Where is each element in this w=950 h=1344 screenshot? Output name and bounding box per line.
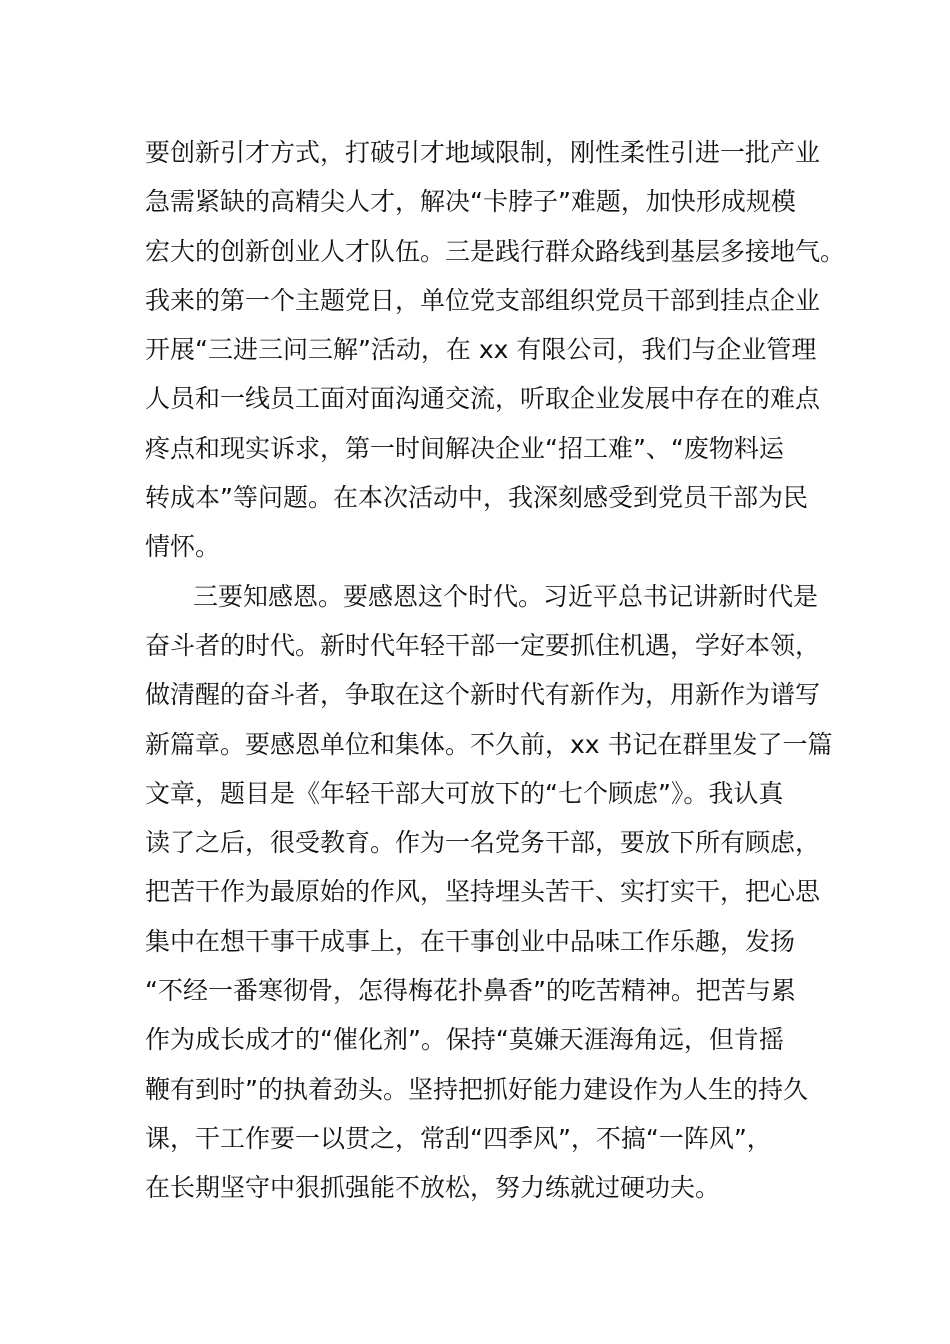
text-line: 情怀。 bbox=[145, 532, 221, 562]
text-line: 读了之后，很受教育。作为一名党务干部，要放下所有顾虑， bbox=[145, 828, 821, 858]
text-line: 作为成长成才的“催化剂”。保持“莫嫌天涯海角远，但肯摇 bbox=[145, 1025, 784, 1055]
paragraph-2 bbox=[145, 572, 833, 1213]
text-line: 奋斗者的时代。新时代年轻干部一定要抓住机遇，学好本领， bbox=[145, 630, 821, 660]
text-line: 我来的第一个主题党日，单位党支部组织党员干部到挂点企业 bbox=[145, 285, 821, 315]
text-line: 做清醒的奋斗者，争取在这个新时代有新作为，用新作为谱写 bbox=[145, 680, 821, 710]
text-line: 人员和一线员工面对面沟通交流，听取企业发展中存在的难点 bbox=[145, 384, 821, 414]
text-line-indented: 三要知感恩。要感恩这个时代。习近平总书记讲新时代是 bbox=[193, 581, 819, 611]
text-line: 在长期坚守中狠抓强能不放松，努力练就过硬功夫。 bbox=[145, 1173, 721, 1203]
text-line: 文章，题目是《年轻干部大可放下的“七个顾虑”》。我认真 bbox=[145, 778, 784, 808]
text-line: 新篇章。要感恩单位和集体。不久前，xx 书记在群里发了一篇 bbox=[145, 729, 833, 759]
text-line: 集中在想干事干成事上，在干事创业中品味工作乐趣，发扬 bbox=[145, 926, 796, 956]
text-line: 课，干工作要一以贯之，常刮“四季风”，不搞“一阵风”， bbox=[145, 1123, 772, 1153]
body-text bbox=[145, 128, 846, 1213]
text-line: 鞭有到时”的执着劲头。坚持把抓好能力建设作为人生的持久 bbox=[145, 1074, 808, 1104]
text-line: 开展“三进三问三解”活动，在 xx 有限公司，我们与企业管理 bbox=[145, 335, 817, 365]
text-line: 把苦干作为最原始的作风，坚持埋头苦干、实打实干，把心思 bbox=[145, 877, 821, 907]
text-line: 疼点和现实诉求，第一时间解决企业“招工难”、“废物料运 bbox=[145, 433, 784, 463]
paragraph-1 bbox=[145, 128, 846, 572]
text-line: 宏大的创新创业人才队伍。三是践行群众路线到基层多接地气。 bbox=[145, 236, 846, 266]
text-line: 转成本”等问题。在本次活动中，我深刻感受到党员干部为民 bbox=[145, 483, 808, 513]
text-line: 急需紧缺的高精尖人才，解决“卡脖子”难题，加快形成规模 bbox=[145, 187, 796, 217]
text-line: “不经一番寒彻骨，怎得梅花扑鼻香”的吃苦精神。把苦与累 bbox=[145, 976, 796, 1006]
text-line: 要创新引才方式，打破引才地域限制，刚性柔性引进一批产业 bbox=[145, 138, 821, 167]
